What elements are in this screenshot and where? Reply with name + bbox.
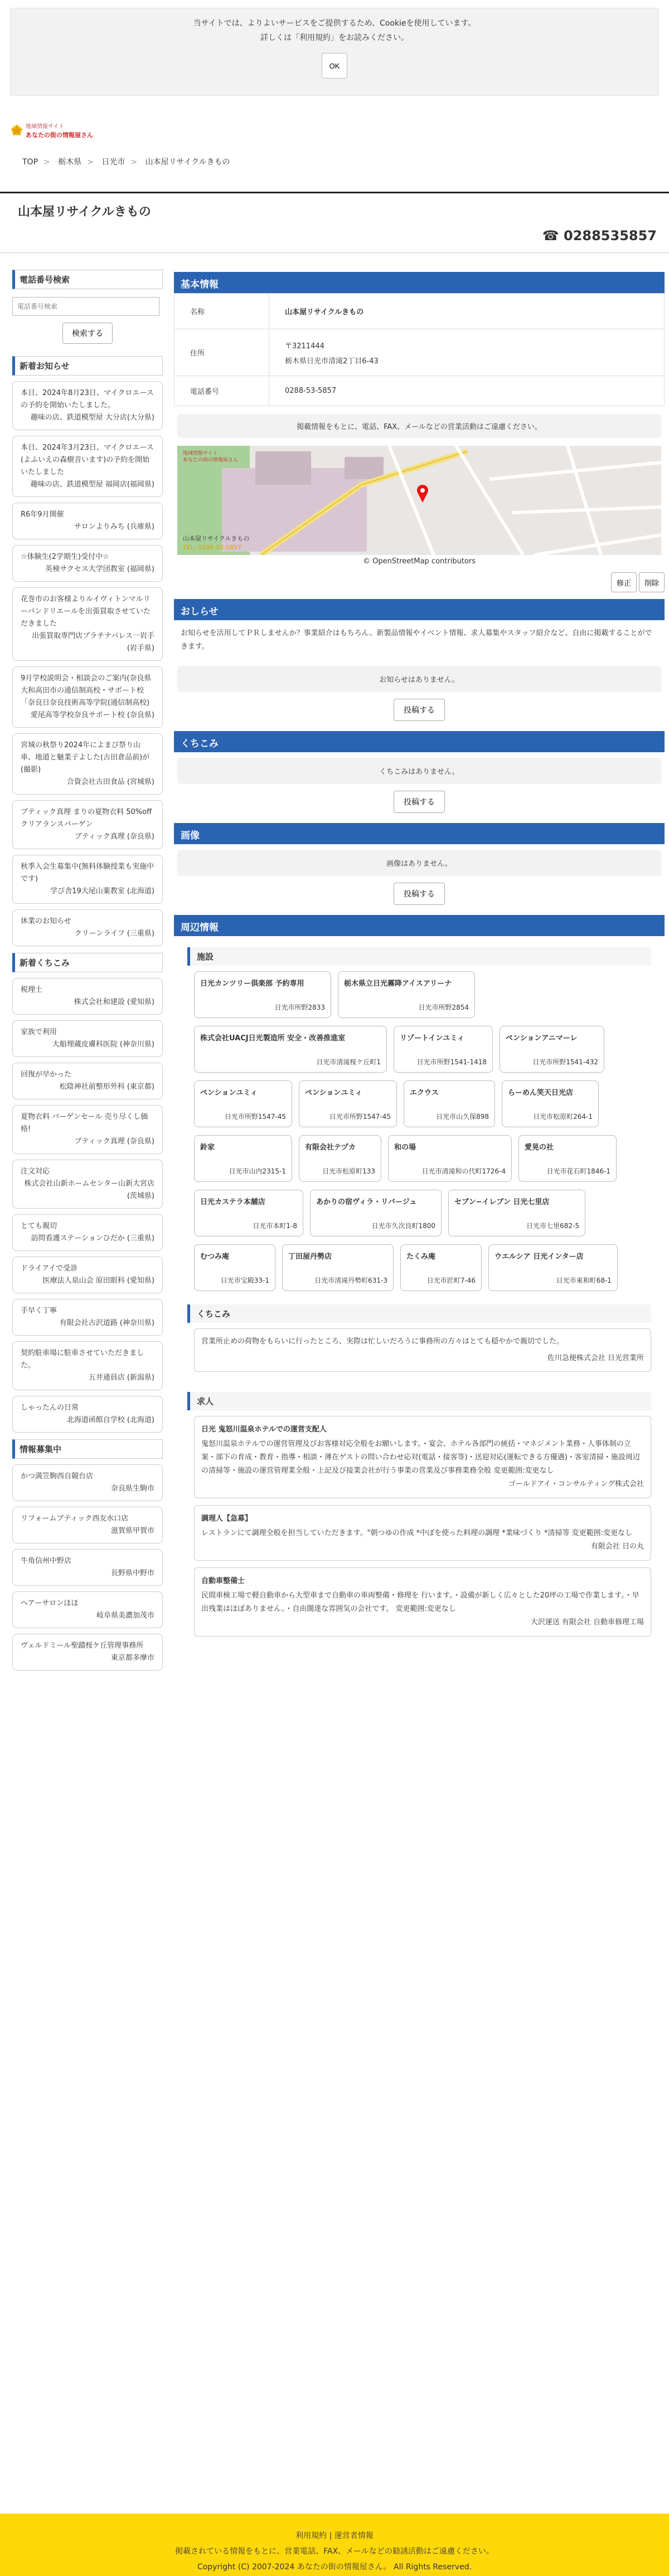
- news-card[interactable]: [12, 909, 163, 946]
- images-empty: 画像はありません。: [177, 850, 661, 876]
- review-source: 訪問看護ステーションひだか (三重県): [31, 1234, 154, 1243]
- job-title: 自動車整備士: [201, 1577, 245, 1585]
- wanted-text: かつ満笠駒西自競台店: [21, 1472, 94, 1481]
- nearby-review-card[interactable]: [194, 1328, 651, 1372]
- job-card[interactable]: [194, 1505, 651, 1561]
- job-text: 民間車検工場で軽自動車から大型車まで自動車の車両整備・修理を 行います。・設備が新しく広々とした20坪の工場で作業します。・早出残業はほぼありません。・自由闊達な雰囲気の会社です。 変更範囲:変更なし: [201, 1591, 639, 1613]
- job-text: 鬼怒川温泉ホテルでの運営管理及びお客様対応全般をお願いします。・宴会、ホテル各部門の統括・マネジメント業務・人事体制の立案・部下の育成・教育・指導・相談・薄在ゲストの問い合わせ応対(電話・接客等)・送迎対応(運転できる方優遇)・客室清掃・施設周辺の清掃等・施設の運営管理業全般・上記及び接業会社が行う事業の営業及び事務業務全般 変更範囲:変更なし: [201, 1440, 640, 1475]
- facility-card[interactable]: [338, 971, 475, 1018]
- news-card[interactable]: [12, 855, 163, 904]
- review-text: しゃったんの日常: [21, 1404, 79, 1412]
- facility-card[interactable]: [282, 1244, 394, 1291]
- wanted-card[interactable]: [12, 1464, 163, 1501]
- news-card[interactable]: [12, 436, 163, 497]
- facility-name: たくみ庵: [406, 1253, 436, 1261]
- review-text: 家族で利用: [21, 1028, 57, 1036]
- delete-button[interactable]: 削除: [639, 572, 665, 592]
- job-source: 大沢運送 有限会社 自動車修理工場: [530, 1618, 644, 1627]
- footer-links[interactable]: 利用規約 | 運営者情報: [295, 2531, 374, 2540]
- sidebar: [12, 270, 163, 1676]
- facility-address: 日光市七里682-5: [526, 1222, 579, 1230]
- facility-address: 日光市所野2854: [418, 1004, 469, 1011]
- wanted-card[interactable]: [12, 1507, 163, 1543]
- facility-card[interactable]: [310, 1190, 442, 1236]
- facilities-heading: 施設: [187, 947, 651, 966]
- map[interactable]: [177, 446, 661, 555]
- facility-name: ペンションユミィ: [305, 1089, 362, 1097]
- review-source: 医療法人泉山会 原田眼科 (愛知県): [42, 1277, 154, 1285]
- facility-address: 日光市清滝和の代町1726-4: [421, 1167, 506, 1175]
- phone-search-heading: 電話番号検索: [12, 270, 163, 289]
- job-card[interactable]: [194, 1416, 651, 1498]
- job-title: 日光 鬼怒川温泉ホテルでの運営支配人: [201, 1425, 327, 1434]
- facility-name: ペンションアニマーレ: [506, 1034, 578, 1043]
- news-text: ☆体験生(2学期生)受付中☆: [21, 553, 109, 561]
- wanted-text: ヴェルドミール聖蹟桜ケ丘管理事務所: [21, 1642, 144, 1650]
- review-text: 注文対応: [21, 1167, 50, 1176]
- review-card[interactable]: [12, 1257, 163, 1293]
- news-text: 本日、2024年8月23日、マイクロエースの予約を開始いたしました。: [21, 389, 154, 410]
- news-text: 本日、2024年3月23日、マイクロエース(よふいえの森樹音います)の予約を開始いたしました: [21, 444, 154, 476]
- review-source: 松陰神社前整形外科 (東京都): [59, 1083, 154, 1091]
- facility-name: むつみ庵: [200, 1253, 230, 1261]
- oshirase-description: お知らせを活用してＰＲしませんか？事業紹介はもちろん、新製品情報やイベント情報、求人募集やスタッフ紹介など、自由に掲載することができます。: [181, 629, 652, 651]
- review-text: とても親切: [21, 1222, 57, 1230]
- facility-name: 有限会社テヅカ: [305, 1143, 356, 1152]
- facility-address: 日光市松原町264-1: [533, 1113, 593, 1121]
- news-text: 9月学校説明会・相談会のご案内(奈良県大和高田市の通信制高校・サポート校「奈良日奈良技術高等学院(通信制高校): [21, 674, 152, 707]
- phone-icon: ☎: [542, 228, 559, 244]
- basic-info-table: [174, 293, 665, 406]
- page-phone[interactable]: ☎ 0288535857: [542, 228, 657, 244]
- kuchikomi-heading: くちこみ: [174, 731, 665, 752]
- review-card[interactable]: [12, 1063, 163, 1099]
- wanted-text: ヘアーサロンほほ: [21, 1599, 79, 1608]
- facility-name: あかりの宿ヴィラ・リバージュ: [316, 1198, 417, 1206]
- facility-card[interactable]: [194, 1190, 303, 1236]
- review-card[interactable]: [12, 978, 163, 1015]
- nearby-review-text: 営業所止めの荷物をもらいに行ったところ、実際は忙しいだろうに事務所の方々はとても穏やかで親切でした。: [201, 1337, 564, 1346]
- postal-code: 〒3211444: [285, 342, 324, 350]
- edit-button[interactable]: 修正: [611, 572, 637, 592]
- cookie-ok-button[interactable]: OK: [322, 53, 347, 79]
- kuchikomi-empty: くちこみはありません。: [177, 758, 661, 784]
- facility-card[interactable]: [194, 1244, 275, 1291]
- wanted-text: リフォームブティック西友水口店: [21, 1515, 129, 1523]
- facility-address: 日光市所野1541-1418: [416, 1058, 487, 1066]
- breadcrumb: TOP > 栃木県 > 日光市 > 山本屋リサイクルきもの: [22, 158, 230, 167]
- news-source: 学び舎19大尾山薬教室 (北海道): [50, 887, 154, 895]
- review-text: 手早く丁寧: [21, 1307, 57, 1315]
- review-card[interactable]: [12, 1160, 163, 1209]
- cookie-banner: [10, 8, 659, 96]
- facility-address: 日光市花石町1846-1: [546, 1167, 610, 1175]
- cookie-text-1: 当サイトでは、よりよいサービスをご提供するため、Cookieを使用しています。: [193, 19, 476, 28]
- facilities-grid: [194, 971, 651, 1299]
- news-source: 愛尾高等学校奈良サポート校 (奈良県): [30, 711, 154, 719]
- map-logo-line1: 地域情報サイト: [183, 451, 218, 456]
- wanted-source: 岐阜県美濃加茂市: [96, 1611, 154, 1620]
- review-source: 有限会社古沢道路 (神奈川県): [59, 1319, 154, 1327]
- facility-address: 日光市所野1547-45: [329, 1113, 391, 1121]
- facility-name: 和の場: [394, 1143, 416, 1152]
- phone-label: 電話番号: [174, 376, 269, 406]
- facility-name: ウエルシア 日光インター店: [495, 1253, 584, 1261]
- news-text: 宮城の秋祭り2024年によまび祭り山車、地道と魅業子よした(古田倉品前)が(撮影): [21, 741, 150, 774]
- facility-card[interactable]: [502, 1080, 599, 1127]
- news-card[interactable]: [12, 503, 163, 539]
- facility-address: 日光市本町1-8: [253, 1222, 297, 1230]
- facility-name: 丁田屋丹勢店: [288, 1253, 332, 1261]
- nearby-reviews-heading: くちこみ: [187, 1304, 651, 1323]
- facility-address: 日光市松原町133: [322, 1167, 375, 1175]
- news-card[interactable]: [12, 666, 163, 728]
- logo-line2: あなたの街の情報屋さん: [26, 132, 93, 139]
- review-card[interactable]: [12, 1299, 163, 1336]
- kuchikomi-post-button[interactable]: 投稿する: [394, 791, 445, 813]
- news-source: クリーンライフ (三重県): [74, 929, 154, 938]
- address-value: [269, 329, 665, 376]
- breadcrumb-top[interactable]: TOP: [22, 158, 38, 167]
- facility-name: らーめん笑天日光店: [508, 1089, 574, 1097]
- review-card[interactable]: [12, 1396, 163, 1433]
- facility-address: 日光市清滝丹勢町631-3: [314, 1277, 387, 1284]
- review-text: 税理士: [21, 986, 43, 994]
- review-card[interactable]: [12, 1341, 163, 1390]
- facility-address: 日光市宝殿33-1: [220, 1277, 269, 1284]
- facility-card[interactable]: [400, 1244, 482, 1291]
- facility-name: エクウス: [410, 1089, 439, 1097]
- site-logo[interactable]: [10, 117, 122, 144]
- facility-address: 日光市東和町68-1: [556, 1277, 612, 1284]
- map-logo-line2: あなたの街の情報屋さん: [183, 457, 239, 463]
- footer: [0, 2514, 669, 2576]
- job-text: レストランにて調理全般を担当していただきます。"朝つゆの作成 *中ぼを使った料理の調理 *業味づくり *清掃等 変更範囲:変更なし: [201, 1529, 632, 1537]
- contact-notice: 掲載情報をもとに、電話、FAX、メールなどの営業活動はご遠慮ください。: [177, 414, 661, 438]
- facility-card[interactable]: [299, 1135, 381, 1182]
- page-title: 山本屋リサイクルきもの: [18, 205, 151, 219]
- footer-notice: 掲載されている情報をもとに、営業電話、FAX、メールなどの勧誘活動はご遠慮ください。: [175, 2547, 494, 2556]
- review-source: 株式会社和建設 (愛知県): [74, 998, 154, 1006]
- facility-card[interactable]: [194, 1135, 292, 1182]
- review-card[interactable]: [12, 1214, 163, 1251]
- facility-address: 日光市山内2315-1: [229, 1167, 286, 1175]
- breadcrumb-pref[interactable]: 栃木県: [58, 158, 82, 167]
- facility-address: 日光市久次良町1800: [371, 1222, 435, 1230]
- address-label: 住所: [174, 329, 269, 376]
- facility-name: 株式会社UACJ日光製造所 安全・改善推進室: [200, 1034, 346, 1043]
- news-source: 合資会社古田食品 (宮城県): [66, 778, 154, 786]
- review-text: 夏物衣料 バーゲンセール 売り尽くし価格!: [21, 1113, 148, 1133]
- nearby-review-source: 佐川急便株式会社 日光営業所: [547, 1354, 644, 1362]
- news-card[interactable]: [12, 381, 163, 430]
- facility-card[interactable]: [404, 1080, 495, 1127]
- news-text: 休業のお知らせ: [21, 917, 71, 926]
- breadcrumb-city[interactable]: 日光市: [101, 158, 125, 167]
- review-text: 回復が早かった: [21, 1070, 72, 1079]
- review-source: 大船埋蔵皮膚科医院 (神奈川県): [52, 1040, 154, 1049]
- facility-name: 日光カンツリー倶楽部 予約専用: [200, 980, 304, 988]
- wanted-source: 東京都多摩市: [110, 1654, 154, 1662]
- wanted-source: 長野県中野市: [110, 1569, 154, 1577]
- review-text: 契約駐車場に駐車させていただきました。: [21, 1349, 144, 1370]
- breadcrumb-current: 山本屋リサイクルきもの: [145, 158, 230, 167]
- facility-name: 鈴家: [200, 1143, 215, 1152]
- facility-name: ペンションユミィ: [200, 1089, 258, 1097]
- news-source: 趣味の店、鉄道模型屋 大分店(大分県): [30, 413, 154, 422]
- map-tel: TEL: 0288-53-5857: [183, 544, 241, 551]
- review-card[interactable]: [12, 1020, 163, 1057]
- oshirase-empty: お知らせはありません。: [177, 666, 661, 692]
- wanted-text: 牛角信州中野店: [21, 1557, 72, 1565]
- wanted-source: 滋賀県甲賀市: [110, 1527, 154, 1535]
- review-source: 北海道函館自学校 (北海道): [66, 1416, 154, 1424]
- facility-name: セブン−イレブン 日光七里店: [454, 1198, 550, 1206]
- facility-card[interactable]: [194, 1080, 292, 1127]
- phone-search-input[interactable]: [12, 297, 159, 316]
- nearby-heading: 周辺情報: [174, 915, 665, 936]
- wanted-source: 奈良県生駒市: [110, 1484, 154, 1493]
- oshirase-heading: おしらせ: [174, 599, 665, 620]
- news-source: サロンよりみち (兵庫県): [74, 523, 154, 531]
- facility-card[interactable]: [299, 1080, 397, 1127]
- facility-card[interactable]: [194, 971, 331, 1018]
- news-text: 秋季入会生募集中(無料体験授業も実施中です): [21, 863, 154, 883]
- facility-card[interactable]: [194, 1026, 387, 1073]
- news-card[interactable]: [12, 587, 163, 661]
- wanted-card[interactable]: [12, 1591, 163, 1628]
- review-text: ドライアイで受診: [21, 1264, 78, 1273]
- name-value: 山本屋リサイクルきもの: [269, 294, 665, 329]
- news-card[interactable]: [12, 545, 163, 582]
- map-label: 山本屋リサイクルきもの: [183, 535, 250, 542]
- facility-address: 日光市所野2833: [274, 1004, 325, 1011]
- review-source: 五井通員店 (新潟県): [88, 1374, 154, 1382]
- facility-name: リゾートインユミィ: [400, 1034, 464, 1043]
- wanted-heading: 情報募集中: [12, 1439, 163, 1459]
- address-text: 栃木県日光市清滝2丁目6-43: [285, 357, 379, 366]
- facility-card[interactable]: [388, 1135, 512, 1182]
- nearby-jobs-heading: 求人: [187, 1392, 651, 1410]
- facility-card[interactable]: [448, 1190, 585, 1236]
- phone-value[interactable]: 0288-53-5857: [269, 376, 665, 406]
- reviews-heading: 新着くちこみ: [12, 953, 163, 972]
- facility-card[interactable]: [394, 1026, 493, 1073]
- facility-name: 栃木県立日光霧降アイスアリーナ: [344, 980, 452, 988]
- images-post-button[interactable]: 投稿する: [394, 883, 445, 905]
- review-source: 株式会社山新ホームセンター山新大宮店 (茨城県): [24, 1180, 154, 1200]
- facility-address: 日光市匠町7-46: [426, 1277, 476, 1284]
- images-heading: 画像: [174, 823, 665, 844]
- facility-card[interactable]: [518, 1135, 617, 1182]
- news-source: 英検サクセス大学団教室 (福岡県): [45, 565, 154, 573]
- news-source: ブティック真理 (奈良県): [74, 832, 154, 841]
- edit-buttons: [174, 572, 665, 592]
- job-title: 調理人【急募】: [201, 1515, 253, 1523]
- phone-search-button[interactable]: 検索する: [62, 323, 113, 344]
- main-content: [174, 272, 665, 1643]
- review-source: ブティック真理 (奈良県): [74, 1137, 154, 1146]
- cookie-text-2: 詳しくは「利用規約」をお読みください。: [260, 33, 409, 42]
- facility-address: 日光市所野1541-432: [532, 1058, 598, 1066]
- review-card[interactable]: [12, 1105, 163, 1154]
- logo-line1: 地域情報サイト: [26, 124, 65, 130]
- facility-card[interactable]: [500, 1026, 604, 1073]
- news-card[interactable]: [12, 800, 163, 849]
- news-text: ブティック真理 まりの夏物衣料 50%off クリアランスバーゲン: [21, 808, 152, 829]
- facility-address: 日光市所野1547-45: [224, 1113, 286, 1121]
- news-text: R6年9月開催: [21, 510, 64, 519]
- basic-info-heading: 基本情報: [174, 272, 665, 293]
- job-source: 有限会社 日の丸: [590, 1542, 644, 1551]
- name-label: 名称: [174, 294, 269, 329]
- news-source: 趣味の店、鉄道模型屋 福岡店(福岡県): [30, 480, 154, 489]
- facility-address: 日光市清滝桜ケ丘町1: [316, 1058, 381, 1066]
- job-card[interactable]: [194, 1567, 651, 1637]
- title-bar: [0, 192, 669, 253]
- facility-name: 日光カステラ本舗店: [200, 1198, 265, 1206]
- oshirase-post-button[interactable]: 投稿する: [394, 699, 445, 721]
- wanted-card[interactable]: [12, 1549, 163, 1586]
- footer-copyright: Copyright (C) 2007-2024 あなたの街の情報屋さん。 All Rights Reserved.: [197, 2563, 472, 2572]
- facility-name: 愛晃の社: [525, 1143, 554, 1152]
- news-source: 出張買取専門店プラチナパレス一岩手 (岩手県): [32, 632, 154, 652]
- news-text: 花巻市のお客様よりルイヴィトンマルリーバンドリエールを出張買取させていただきました: [21, 595, 151, 628]
- facility-card[interactable]: [488, 1244, 618, 1291]
- wanted-card[interactable]: [12, 1634, 163, 1671]
- news-card[interactable]: [12, 733, 163, 795]
- map-attribution[interactable]: © OpenStreetMap contributors: [363, 557, 476, 566]
- job-source: ゴールドアイ・コンサルティング株式会社: [508, 1480, 644, 1488]
- facility-address: 日光市山久保898: [436, 1113, 489, 1121]
- news-heading: 新着お知らせ: [12, 356, 163, 376]
